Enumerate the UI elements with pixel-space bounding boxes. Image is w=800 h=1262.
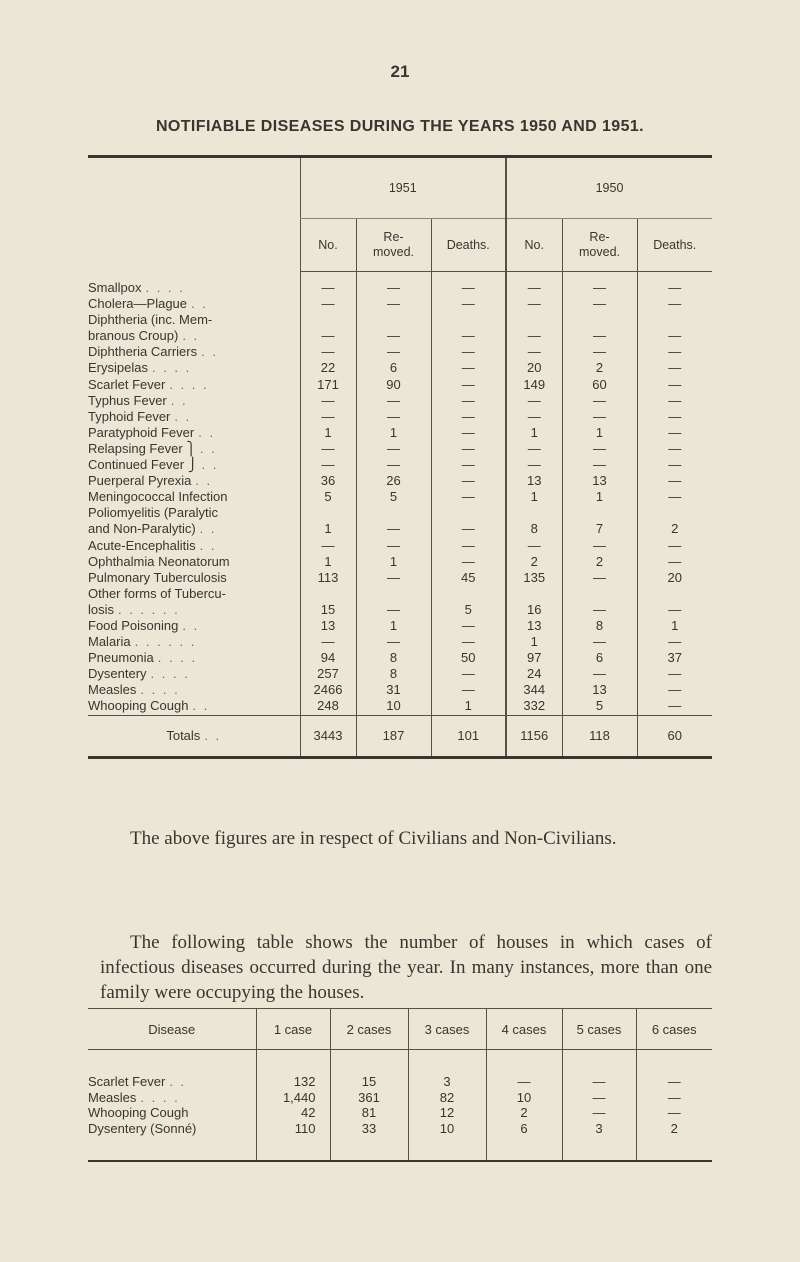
table-bottom-rule (88, 756, 712, 759)
spacer-row (88, 1136, 712, 1160)
cell-value: 97 (506, 650, 562, 666)
cell-value: 37 (637, 650, 712, 666)
disease-name: Diphtheria (inc. Mem- (88, 312, 213, 328)
cell-value: 2 (562, 360, 637, 376)
cell-value: — (562, 296, 637, 312)
cell-value: — (636, 1074, 712, 1090)
cell-value: — (637, 377, 712, 393)
cell-value: — (562, 1105, 636, 1121)
cell-value: — (356, 602, 431, 618)
cell-value: 24 (506, 666, 562, 682)
table-row (88, 1090, 712, 1106)
cell-value: — (637, 425, 712, 441)
cell-value: — (506, 344, 562, 360)
cell-value: 20 (506, 360, 562, 376)
disease-name: Meningococcal Infection (88, 489, 228, 505)
disease-name: Pulmonary Tuberculosis (88, 569, 227, 585)
cell-value: 1 (431, 698, 506, 715)
table-row (88, 312, 712, 328)
disease-name: Whooping Cough . . (88, 698, 210, 714)
cell-value: 13 (300, 618, 356, 634)
cell-value: 1 (356, 554, 431, 570)
cell-value: 8 (506, 521, 562, 537)
main-table-body (88, 272, 712, 756)
table-row (88, 618, 712, 634)
cell-value: — (431, 489, 506, 505)
cell-value: 171 (300, 377, 356, 393)
disease-name: Measles . . . . (88, 682, 180, 698)
total-value: 1156 (506, 715, 562, 756)
disease-name: Typhus Fever . . (88, 392, 188, 408)
totals-row (88, 715, 712, 756)
cell-value: — (562, 393, 637, 409)
houses-intro: The following table shows the number of houses in which cases of infectious diseases occurred during the year. In many instances, more than one family were occupying the houses. (100, 932, 712, 1003)
cell-value: 15 (330, 1074, 408, 1090)
cell-value: — (300, 328, 356, 344)
cell-value: — (356, 409, 431, 425)
table-row (88, 505, 712, 521)
cell-value: 1 (562, 489, 637, 505)
cell-value: — (636, 1105, 712, 1121)
disease-name: Measles . . . . (88, 1089, 180, 1105)
cell-value: 2 (637, 521, 712, 537)
cell-value: 8 (356, 650, 431, 666)
disease-name: Acute-Encephalitis . . (88, 537, 217, 553)
cell-value: 3 (562, 1121, 636, 1137)
table-row (88, 425, 712, 441)
cell-value: 8 (356, 666, 431, 682)
cell-value: — (506, 441, 562, 457)
no-header-1950: No. (506, 219, 562, 272)
cell-value: — (506, 409, 562, 425)
disease-name: Poliomyelitis (Paralytic (88, 505, 219, 521)
cell-value: 16 (506, 602, 562, 618)
civilians-note: The above figures are in respect of Civilians and Non-Civilians. (130, 828, 617, 849)
cell-value: — (431, 521, 506, 537)
cell-value: 10 (486, 1090, 562, 1106)
cell-value: — (562, 409, 637, 425)
table-row (88, 377, 712, 393)
spacer-row (88, 272, 712, 281)
cell-value (506, 505, 562, 521)
cell-value (356, 312, 431, 328)
cell-value: 42 (256, 1105, 330, 1121)
cell-value: 26 (356, 473, 431, 489)
cell-value: 2466 (300, 682, 356, 698)
cell-value: — (562, 1074, 636, 1090)
cell-value: — (431, 618, 506, 634)
cell-value: — (431, 360, 506, 376)
cell-value (506, 586, 562, 602)
cell-value: — (431, 377, 506, 393)
cell-value: 81 (330, 1105, 408, 1121)
cell-value: — (356, 296, 431, 312)
cell-value: — (356, 634, 431, 650)
spacer-row (88, 1050, 712, 1075)
houses-table-body (88, 1050, 712, 1161)
document-title: NOTIFIABLE DISEASES DURING THE YEARS 1950 AND 1951. (155, 118, 645, 135)
cell-value: 2 (636, 1121, 712, 1137)
cell-value: — (431, 425, 506, 441)
disease-name: Relapsing Fever ⎫ . . (88, 440, 217, 456)
cell-value: — (356, 538, 431, 554)
cell-value (562, 586, 637, 602)
cell-value: — (637, 280, 712, 296)
cell-value: — (300, 393, 356, 409)
cell-value: — (431, 441, 506, 457)
cell-value: — (431, 634, 506, 650)
cell-value: — (562, 634, 637, 650)
total-value: 3443 (300, 715, 356, 756)
cell-value: — (562, 457, 637, 473)
cell-value: 13 (506, 618, 562, 634)
cell-value: — (356, 441, 431, 457)
table-row (88, 489, 712, 505)
cell-value: — (300, 634, 356, 650)
cell-value (637, 312, 712, 328)
table-row (88, 1074, 712, 1090)
cell-value: 50 (431, 650, 506, 666)
cell-value: 344 (506, 682, 562, 698)
cell-value: 90 (356, 377, 431, 393)
cell-value: 6 (356, 360, 431, 376)
cell-value: — (562, 538, 637, 554)
cell-value: — (431, 457, 506, 473)
cell-value: — (356, 570, 431, 586)
cell-value: 45 (431, 570, 506, 586)
disease-name: and Non-Paralytic) . . (88, 521, 217, 537)
disease-name: Typhoid Fever . . (88, 408, 192, 424)
cell-value: 94 (300, 650, 356, 666)
disease-name: Dysentery . . . . (88, 666, 190, 682)
cell-value: 5 (562, 698, 637, 715)
cell-value: — (637, 602, 712, 618)
cell-value: — (356, 280, 431, 296)
cell-value: — (636, 1090, 712, 1106)
cell-value (637, 505, 712, 521)
cell-value: 13 (562, 682, 637, 698)
cell-value: — (637, 457, 712, 473)
notifiable-diseases-table (88, 155, 712, 759)
cell-value: — (637, 634, 712, 650)
cell-value: — (637, 473, 712, 489)
cell-value (506, 312, 562, 328)
cell-value: 1 (562, 425, 637, 441)
cell-value: — (637, 441, 712, 457)
cell-value: — (637, 666, 712, 682)
disease-name: Malaria . . . . . . (88, 634, 197, 650)
table-row (88, 344, 712, 360)
table-row (88, 554, 712, 570)
houses-column-header: 2 cases (330, 1009, 408, 1050)
table-row (88, 473, 712, 489)
disease-name: Ophthalmia Neonatorum (88, 553, 230, 569)
houses-column-header: 6 cases (636, 1009, 712, 1050)
cell-value: 1 (637, 618, 712, 634)
cell-value: 135 (506, 570, 562, 586)
cell-value: 149 (506, 377, 562, 393)
deaths-header-1951: Deaths. (431, 219, 506, 272)
cell-value: 2 (486, 1105, 562, 1121)
cell-value (356, 505, 431, 521)
table-row (88, 1121, 712, 1137)
cell-value: — (562, 602, 637, 618)
cell-value: — (431, 473, 506, 489)
year-1950-header: 1950 (506, 158, 712, 219)
houses-column-header: 4 cases (486, 1009, 562, 1050)
disease-name: Paratyphoid Fever . . (88, 424, 216, 440)
cell-value: — (300, 296, 356, 312)
table-row (88, 328, 712, 344)
totals-label: Totals . . (88, 715, 300, 756)
cell-value: — (562, 280, 637, 296)
disease-name: Puerperal Pyrexia . . (88, 473, 213, 489)
cell-value: — (431, 538, 506, 554)
cell-value: — (506, 393, 562, 409)
table-row (88, 1105, 712, 1121)
cell-value: — (637, 393, 712, 409)
cell-value: — (637, 554, 712, 570)
cell-value: 22 (300, 360, 356, 376)
table-row (88, 296, 712, 312)
cell-value: 1 (356, 618, 431, 634)
houses-column-header: 3 cases (408, 1009, 486, 1050)
houses-header-row (88, 1009, 712, 1050)
cell-value: 12 (408, 1105, 486, 1121)
cell-value: 8 (562, 618, 637, 634)
cell-value: — (506, 296, 562, 312)
cell-value: 7 (562, 521, 637, 537)
cell-value: 1 (506, 425, 562, 441)
cell-value: — (562, 666, 637, 682)
cell-value: — (637, 296, 712, 312)
disease-name: Smallpox . . . . (88, 280, 185, 295)
disease-name: Diphtheria Carriers . . (88, 344, 218, 360)
cell-value: — (637, 682, 712, 698)
cell-value: 13 (506, 473, 562, 489)
cell-value: 5 (431, 602, 506, 618)
cell-value: 5 (356, 489, 431, 505)
cell-value (562, 505, 637, 521)
cell-value: — (506, 280, 562, 296)
table-row (88, 650, 712, 666)
cell-value: — (300, 457, 356, 473)
disease-name: Scarlet Fever . . . . (88, 376, 209, 392)
cell-value: — (300, 280, 356, 296)
disease-name: Other forms of Tubercu- (88, 585, 226, 601)
cell-value (300, 505, 356, 521)
cell-value: 6 (562, 650, 637, 666)
cell-value: — (431, 409, 506, 425)
disease-name: Pneumonia . . . . (88, 650, 198, 666)
cell-value: 2 (562, 554, 637, 570)
cell-value: — (431, 344, 506, 360)
cell-value: 3 (408, 1074, 486, 1090)
cell-value: 33 (330, 1121, 408, 1137)
cell-value: — (637, 360, 712, 376)
cell-value: 332 (506, 698, 562, 715)
cell-value (300, 586, 356, 602)
cell-value: — (431, 554, 506, 570)
total-value: 101 (431, 715, 506, 756)
table-row (88, 360, 712, 376)
cell-value: — (300, 344, 356, 360)
cell-value: 5 (300, 489, 356, 505)
cell-value (300, 312, 356, 328)
cell-value: 113 (300, 570, 356, 586)
table-row (88, 602, 712, 618)
table-row (88, 634, 712, 650)
cell-value: — (431, 296, 506, 312)
cell-value (356, 586, 431, 602)
cell-value: 257 (300, 666, 356, 682)
cell-value: — (637, 538, 712, 554)
cell-value: — (356, 344, 431, 360)
disease-name: Scarlet Fever . . (88, 1074, 187, 1089)
no-header-1951: No. (300, 219, 356, 272)
table-row (88, 570, 712, 586)
cell-value: 1 (300, 425, 356, 441)
table-row (88, 666, 712, 682)
disease-name: Cholera—Plague . . (88, 296, 208, 312)
cell-value: — (431, 682, 506, 698)
table-row (88, 457, 712, 473)
cell-value (431, 586, 506, 602)
cell-value: — (300, 538, 356, 554)
disease-name: Continued Fever ⎭ . . (88, 457, 219, 473)
cell-value: — (637, 409, 712, 425)
table-row (88, 586, 712, 602)
cell-value: 36 (300, 473, 356, 489)
cell-value: 1 (300, 521, 356, 537)
cell-value: 82 (408, 1090, 486, 1106)
cell-value: — (562, 328, 637, 344)
cell-value: — (431, 280, 506, 296)
cell-value: — (356, 457, 431, 473)
cell-value: — (356, 521, 431, 537)
cell-value: 110 (256, 1121, 330, 1137)
cell-value: — (356, 393, 431, 409)
cell-value: — (562, 344, 637, 360)
cell-value: — (506, 457, 562, 473)
cell-value: — (300, 409, 356, 425)
cell-value: 361 (330, 1090, 408, 1106)
disease-name: Whooping Cough (88, 1105, 189, 1120)
cell-value: 1,440 (256, 1090, 330, 1106)
houses-table-bottom-rule (88, 1160, 712, 1162)
cell-value: — (431, 328, 506, 344)
cell-value (562, 312, 637, 328)
cell-value: — (506, 328, 562, 344)
cell-value: 1 (300, 554, 356, 570)
houses-column-header: 5 cases (562, 1009, 636, 1050)
cell-value: — (431, 666, 506, 682)
disease-name: Dysentery (Sonné) (88, 1120, 197, 1136)
removed-header-1950: Re- moved. (562, 219, 637, 272)
cell-value: 31 (356, 682, 431, 698)
disease-name: Food Poisoning . . (88, 617, 200, 633)
total-value: 60 (637, 715, 712, 756)
cell-value (431, 505, 506, 521)
cell-value: — (431, 393, 506, 409)
cell-value: 20 (637, 570, 712, 586)
cell-value: 6 (486, 1121, 562, 1137)
table-row (88, 441, 712, 457)
table-row (88, 538, 712, 554)
cell-value: — (637, 698, 712, 715)
cell-value: 10 (408, 1121, 486, 1137)
cell-value: 132 (256, 1074, 330, 1090)
table-row (88, 698, 712, 715)
cell-value: 15 (300, 602, 356, 618)
disease-name: losis . . . . . . (88, 601, 180, 617)
cell-value: — (300, 441, 356, 457)
cell-value: — (562, 570, 637, 586)
table-row (88, 521, 712, 537)
cell-value: — (486, 1074, 562, 1090)
cell-value: 1 (506, 489, 562, 505)
cell-value: — (356, 328, 431, 344)
removed-header-1951: Re- moved. (356, 219, 431, 272)
cell-value: — (637, 489, 712, 505)
disease-name: branous Croup) . . (88, 328, 200, 344)
disease-column-header (88, 158, 300, 272)
houses-column-header: 1 case (256, 1009, 330, 1050)
cell-value: 2 (506, 554, 562, 570)
table-row (88, 409, 712, 425)
cell-value: — (506, 538, 562, 554)
cell-value: — (562, 441, 637, 457)
deaths-header-1950: Deaths. (637, 219, 712, 272)
total-value: 187 (356, 715, 431, 756)
cell-value: 1 (356, 425, 431, 441)
cell-value: 248 (300, 698, 356, 715)
table-row (88, 682, 712, 698)
disease-name: Erysipelas . . . . (88, 360, 192, 376)
cell-value (431, 312, 506, 328)
cell-value (637, 586, 712, 602)
page-number: 21 (390, 62, 410, 81)
table-row (88, 280, 712, 296)
cell-value: — (637, 328, 712, 344)
total-value: 118 (562, 715, 637, 756)
cell-value: 13 (562, 473, 637, 489)
cell-value: 1 (506, 634, 562, 650)
cell-value: 60 (562, 377, 637, 393)
houses-column-header: Disease (88, 1009, 256, 1050)
year-1951-header: 1951 (300, 158, 506, 219)
cell-value: — (637, 344, 712, 360)
cell-value: — (562, 1090, 636, 1106)
cell-value: 10 (356, 698, 431, 715)
houses-table (88, 1008, 712, 1162)
table-row (88, 393, 712, 409)
